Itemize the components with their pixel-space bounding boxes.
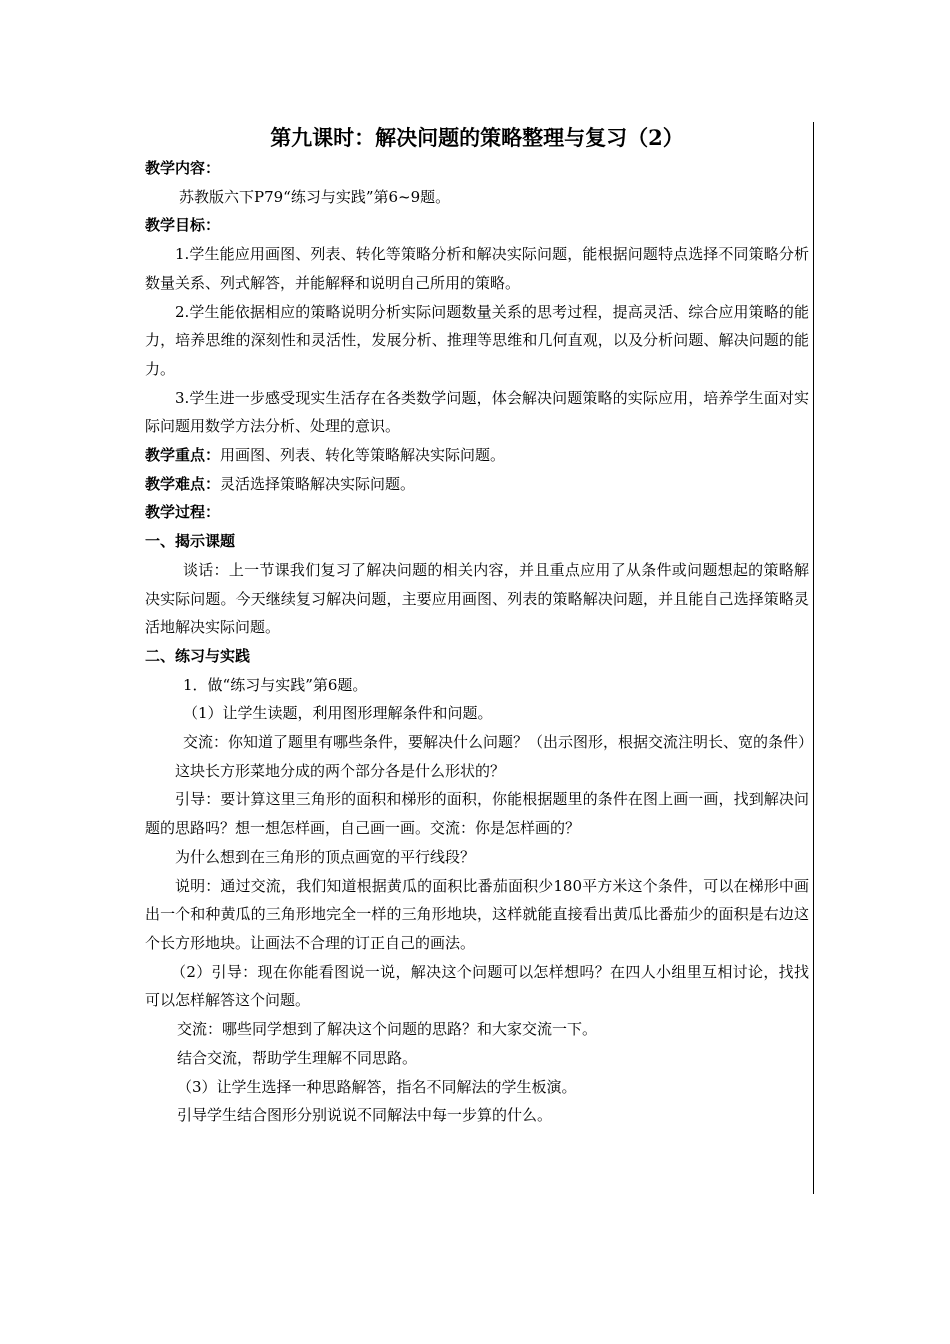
paragraph: 引导：要计算这里三角形的面积和梯形的面积，你能根据题里的条件在图上画一画，找到解决问题的思路吗？想一想怎样画，自己画一画。交流：你是怎样画的？ — [145, 790, 809, 838]
goals-heading: 教学目标： — [145, 216, 221, 235]
content-text: 苏教版六下P79“练习与实践”第6~9题。 — [179, 187, 451, 206]
goal-2: 2.学生能依据相应的策略说明分析实际问题数量关系的思考过程，提高灵活、综合应用策略的能力，培养思维的深刻性和灵活性，发展分析、推理等思维和几何直观，以及分析问题、解决问题的能力。 — [145, 302, 809, 378]
paragraph: 为什么想到在三角形的顶点画宽的平行线段？ — [175, 847, 476, 866]
margin-rule — [813, 122, 814, 1194]
difficulty-text: 灵活选择策略解决实际问题。 — [220, 474, 416, 493]
section-1-text: 谈话：上一节课我们复习了解决问题的相关内容，并且重点应用了从条件或问题想起的策略解决实际问题。今天继续复习解决问题，主要应用画图、列表的策略解决问题，并且能自己选择策略灵活地解决实际问题。 — [145, 560, 809, 637]
section-1-heading: 一、揭示课题 — [145, 532, 236, 551]
content-heading: 教学内容： — [145, 159, 221, 177]
goal-3: 3.学生进一步感受现实生活存在各类数学问题，体会解决问题策略的实际应用，培养学生面对实际问题用数学方法分析、处理的意识。 — [145, 388, 809, 436]
key-point — [145, 441, 809, 470]
difficulty-label: 教学难点： — [145, 474, 221, 493]
paragraph: 交流：你知道了题里有哪些条件，要解决什么问题？（出示图形，根据交流注明长、宽的条件） — [183, 733, 814, 752]
paragraph: （3）让学生选择一种思路解答，指名不同解法的学生板演。 — [177, 1077, 577, 1096]
paragraph: 说明：通过交流，我们知道根据黄瓜的面积比番茄面积少180平方米这个条件，可以在梯形中画出一个和种黄瓜的三角形地完全一样的三角形地块，这样就能直接看出黄瓜比番茄少的面积是右边这个长方形地块。让画法不合理的订正自己的画法。 — [145, 876, 809, 952]
process-heading: 教学过程： — [145, 503, 221, 522]
key-label: 教学重点： — [145, 446, 221, 465]
paragraph: （2）引导：现在你能看图说一说，解决这个问题可以怎样想吗？在四人小组里互相讨论，找找可以怎样解答这个问题。 — [145, 962, 809, 1010]
section-2-heading: 二、练习与实践 — [145, 646, 251, 665]
difficulty-point — [145, 470, 809, 499]
page-title: 第九课时：解决问题的策略整理与复习（2） — [270, 125, 684, 150]
paragraph: 这块长方形菜地分成的两个部分各是什么形状的？ — [175, 761, 506, 780]
key-text: 用画图、列表、转化等策略解决实际问题。 — [220, 446, 506, 465]
paragraph: （1）让学生读题，利用图形理解条件和问题。 — [183, 704, 493, 723]
paragraph: 交流：哪些同学想到了解决这个问题的思路？和大家交流一下。 — [177, 1020, 598, 1039]
paragraph: 引导学生结合图形分别说说不同解法中每一步算的什么。 — [177, 1106, 553, 1125]
paragraph: 结合交流，帮助学生理解不同思路。 — [177, 1048, 418, 1067]
lesson-plan-body — [145, 124, 814, 1130]
paragraph: 1．做“练习与实践”第6题。 — [183, 675, 368, 694]
goal-1: 1.学生能应用画图、列表、转化等策略分析和解决实际问题，能根据问题特点选择不同策略分析数量关系、列式解答，并能解释和说明自己所用的策略。 — [145, 245, 809, 292]
